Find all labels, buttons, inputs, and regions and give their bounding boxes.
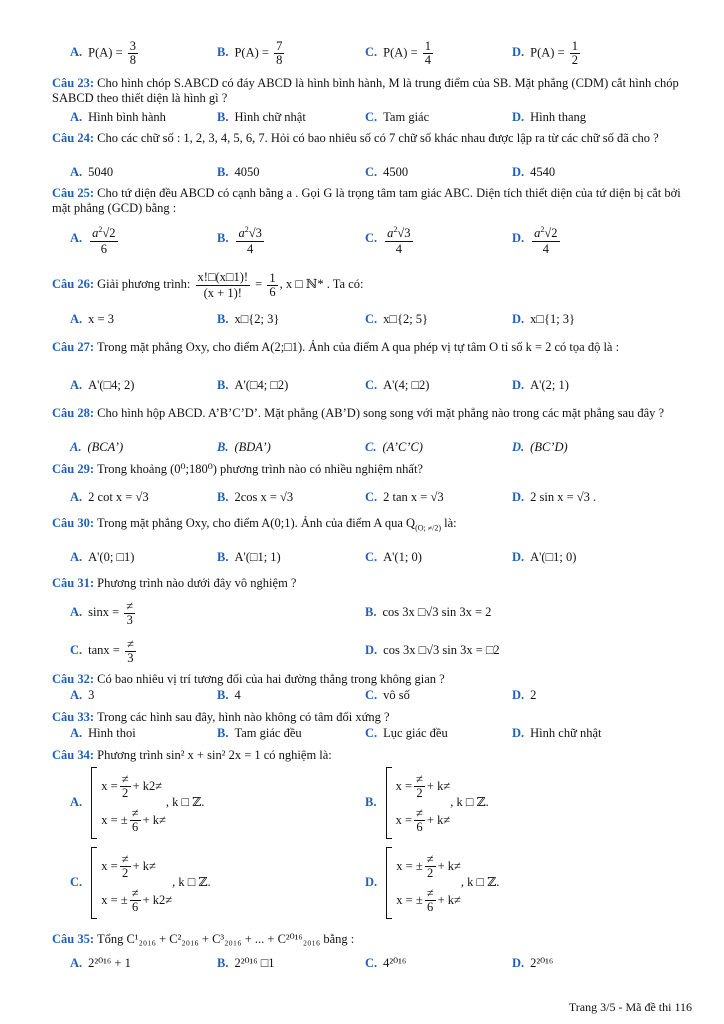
q24-option-a[interactable]: A. 5040: [70, 165, 114, 179]
q33-option-c[interactable]: C. Lục giác đều: [365, 726, 448, 740]
q30-option-b[interactable]: B. A'(□1; 1): [217, 550, 281, 564]
q35-option-a[interactable]: A. 2²⁰¹⁶ + 1: [70, 956, 131, 970]
question-26: Câu 26: Giải phương trình: $\frac{x!□(x□1)!}{(x + 1)!}$ = $\frac{1}{6}$ , x □ ℕ* . Ta có:: [52, 269, 364, 300]
q23-option-b[interactable]: B. Hình chữ nhật: [217, 110, 306, 124]
q33-option-a[interactable]: A. Hình thoi: [70, 726, 136, 740]
question-28: Câu 28: Cho hình hộp ABCD. A’B’C’D’. Mặt phẳng (AB’D) song song với mặt phẳng nào trong các mặt phẳng sau đây ?: [52, 406, 665, 420]
q34-options-row2: [52, 846, 692, 922]
question-32: Câu 32: Có bao nhiêu vị trí tương đối của hai đường thẳng trong không gian ?: [52, 672, 445, 686]
q34-option-b[interactable]: B. x = $\frac{\ne}{2}$ + k≠ x = $\frac{\ne}{6}$ + k≠ , k □ ℤ.: [365, 766, 489, 839]
q30-option-a[interactable]: A. A'(0; □1): [70, 550, 135, 564]
q34-option-d[interactable]: D. x = ± $\frac{\ne}{2}$ + k≠ x = ± $\frac{\ne}{6}$ + k≠ , k □ ℤ.: [365, 846, 499, 919]
q32-option-d[interactable]: D. 2: [512, 688, 537, 702]
q23-options: [52, 108, 692, 132]
q25-option-c[interactable]: C. $\frac{a^2√3}{4}$: [365, 220, 415, 257]
q31-options-row2: [52, 636, 692, 670]
q35-options: [52, 954, 692, 978]
q28-option-b[interactable]: B. (BDA’): [217, 440, 271, 454]
q35-option-b[interactable]: B. 2²⁰¹⁶ □1: [217, 956, 275, 970]
q31-option-a[interactable]: A. sinx = $\frac{\ne}{3}$: [70, 598, 134, 627]
question-33: Câu 33: Trong các hình sau đây, hình nào không có tâm đối xứng ?: [52, 710, 390, 724]
q24-option-d[interactable]: D. 4540: [512, 165, 556, 179]
q27-options: [52, 376, 692, 400]
q32-option-c[interactable]: C. vô số: [365, 688, 410, 702]
question-34: Câu 34: Phương trình sin² x + sin² 2x = 1 có nghiệm là:: [52, 748, 332, 762]
q28-option-d[interactable]: D. (BC’D): [512, 440, 568, 454]
q35-option-c[interactable]: C. 4²⁰¹⁶: [365, 956, 407, 970]
question-24: Câu 24: Cho các chữ số : 1, 2, 3, 4, 5, 6, 7. Hỏi có bao nhiêu số có 7 chữ số khác nhau được lập ra từ các chữ số đã cho ?: [52, 131, 659, 145]
q33-option-b[interactable]: B. Tam giác đều: [217, 726, 302, 740]
q33-options: [52, 724, 692, 748]
q30-options: [52, 548, 692, 572]
q26-options: [52, 310, 692, 334]
q23-option-a[interactable]: A. Hình bình hành: [70, 110, 166, 124]
q29-option-b[interactable]: B. 2cos x = √3: [217, 490, 294, 504]
q31-option-b[interactable]: B. cos 3x □√3 sin 3x = 2: [365, 605, 492, 619]
q35-option-d[interactable]: D. 2²⁰¹⁶: [512, 956, 554, 970]
q25-options: [52, 220, 692, 260]
q27-option-b[interactable]: B. A'(□4; □2): [217, 378, 289, 392]
q27-option-c[interactable]: C. A'(4; □2): [365, 378, 430, 392]
q33-option-d[interactable]: D. Hình chữ nhật: [512, 726, 602, 740]
q25-option-b[interactable]: B. $\frac{a^2√3}{4}$: [217, 220, 266, 257]
q28-option-c[interactable]: C. (A’C’C): [365, 440, 423, 454]
q22-option-c[interactable]: C. P(A) = $\frac{1}{4}$: [365, 39, 432, 67]
q32-option-a[interactable]: A. 3: [70, 688, 95, 702]
q25-option-a[interactable]: A. $\frac{a^2√2}{6}$: [70, 220, 120, 257]
q26-option-b[interactable]: B. x□{2; 3}: [217, 312, 280, 326]
q24-option-b[interactable]: B. 4050: [217, 165, 260, 179]
q22-option-b[interactable]: B. P(A) = $\frac{7}{8}$: [217, 39, 283, 67]
q34-option-c[interactable]: C. x = $\frac{\ne}{2}$ + k≠ x = ± $\frac{\ne}{6}$ + k2≠ , k □ ℤ.: [70, 846, 211, 919]
page-footer: Trang 3/5 - Mã đề thi 116: [568, 1000, 692, 1014]
q32-option-b[interactable]: B. 4: [217, 688, 241, 702]
question-25: Câu 25: Cho tứ diện đều ABCD có cạnh bằng a . Gọi G là trọng tâm tam giác ABC. Diện tích thiết diện của tứ diện bị cắt bởi mặt phẳng (GCD) bằng :: [52, 186, 681, 215]
q29-options: [52, 488, 692, 512]
question-29: Câu 29: Trong khoảng (0⁰;180⁰) phương trình nào có nhiều nghiệm nhất?: [52, 462, 423, 476]
q30-option-d[interactable]: D. A'(□1; 0): [512, 550, 577, 564]
q31-options-row1: [52, 598, 692, 632]
q34-option-a[interactable]: A. x = $\frac{\ne}{2}$ + k2≠ x = ± $\frac{\ne}{6}$ + k≠ , k □ ℤ.: [70, 766, 204, 839]
question-31: Câu 31: Phương trình nào dưới đây vô nghiệm ?: [52, 576, 297, 590]
q28-options: [52, 438, 692, 462]
q29-option-c[interactable]: C. 2 tan x = √3: [365, 490, 444, 504]
q26-option-a[interactable]: A. x = 3: [70, 312, 114, 326]
q31-option-c[interactable]: C. tanx = $\frac{\ne}{3}$: [70, 636, 134, 665]
q24-option-c[interactable]: C. 4500: [365, 165, 409, 179]
q22-option-d[interactable]: D. P(A) = $\frac{1}{2}$: [512, 39, 579, 67]
q23-option-c[interactable]: C. Tam giác: [365, 110, 430, 124]
question-23: Câu 23: Cho hình chóp S.ABCD có đáy ABCD là hình bình hành, M là trung điểm của SB. Mặt phẳng (CDM) cắt hình chóp SABCD theo thiết diện là hình gì ?: [52, 76, 679, 105]
q27-option-a[interactable]: A. A'(□4; 2): [70, 378, 135, 392]
q23-option-d[interactable]: D. Hình thang: [512, 110, 587, 124]
question-27: Câu 27: Trong mặt phẳng Oxy, cho điểm A(2;□1). Ảnh của điểm A qua phép vị tự tâm O tỉ số k = 2 có tọa độ là :: [52, 340, 620, 354]
q26-option-d[interactable]: D. x□{1; 3}: [512, 312, 576, 326]
q25-option-d[interactable]: D. $\frac{a^2√2}{4}$: [512, 220, 562, 257]
question-35: Câu 35: Tổng C¹₂₀₁₆ + C²₂₀₁₆ + C³₂₀₁₆ + ... + C²⁰¹⁶₂₀₁₆ bằng :: [52, 932, 355, 946]
q22-option-a[interactable]: A. P(A) = $\frac{3}{8}$: [70, 39, 137, 67]
q24-options: [52, 163, 692, 187]
q31-option-d[interactable]: D. cos 3x □√3 sin 3x = □2: [365, 643, 500, 657]
q32-options: [52, 686, 692, 710]
q30-option-c[interactable]: C. A'(1; 0): [365, 550, 422, 564]
q22-options: [52, 39, 692, 67]
q28-option-a[interactable]: A. (BCA’): [70, 440, 124, 454]
q26-option-c[interactable]: C. x□{2; 5}: [365, 312, 429, 326]
q27-option-d[interactable]: D. A'(2; 1): [512, 378, 569, 392]
q29-option-a[interactable]: A. 2 cot x = √3: [70, 490, 149, 504]
q29-option-d[interactable]: D. 2 sin x = √3 .: [512, 490, 597, 504]
question-30: Câu 30: Trong mặt phẳng Oxy, cho điểm A(0;1). Ảnh của điểm A qua $Q_{(O; \ne/2)}$ là:: [52, 516, 457, 533]
